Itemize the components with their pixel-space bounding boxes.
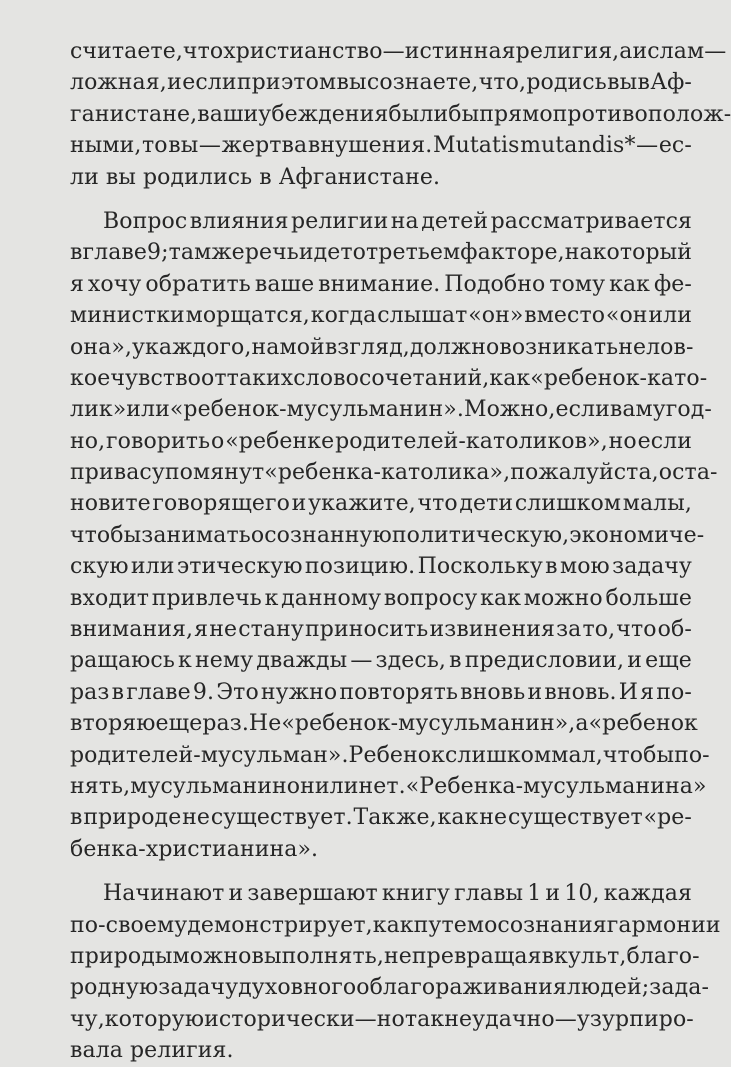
text-line [70, 67, 692, 98]
text-line [70, 36, 727, 67]
word: чтобы [70, 522, 142, 548]
word: говорящего [152, 491, 291, 517]
word: Афганистане. [278, 164, 441, 190]
text-line [70, 677, 692, 708]
text-line [70, 708, 698, 739]
word: И [618, 679, 639, 705]
word: 9; [147, 240, 169, 266]
word: или [126, 397, 170, 423]
word: к [178, 648, 192, 674]
word: нелов- [618, 334, 694, 360]
word: данному [281, 585, 382, 611]
word: мал, [551, 742, 603, 768]
paragraph [70, 206, 718, 865]
word: — [704, 39, 727, 64]
word: ли [70, 164, 99, 190]
word: родителей-мусульман». [70, 742, 349, 768]
word: неудачно [444, 1006, 555, 1032]
word: зада- [649, 975, 709, 1001]
word: бы [448, 101, 480, 127]
word: я [194, 617, 209, 643]
word: должно [409, 334, 500, 360]
word: вы [168, 133, 199, 159]
text-line [70, 162, 692, 193]
word: 10, [564, 881, 600, 907]
word: говорить [106, 428, 211, 454]
word: завершают [247, 881, 378, 907]
word: еще [155, 711, 203, 737]
word: которую [104, 1006, 205, 1032]
word: главе [126, 679, 191, 705]
word: об- [657, 617, 692, 643]
word: предисловии, [464, 648, 625, 674]
word: но [608, 428, 637, 454]
word: министки [70, 303, 185, 329]
word: или [648, 303, 692, 329]
word: в [541, 943, 555, 969]
word: как [372, 912, 414, 938]
word: существует [507, 805, 643, 831]
text-line [70, 645, 692, 676]
word: слышат [377, 303, 468, 329]
word: исторически [204, 1006, 355, 1032]
word: ваше [254, 271, 315, 297]
text-line [70, 457, 718, 488]
word: или [130, 554, 175, 580]
word: что [616, 617, 657, 643]
word: как [489, 365, 531, 391]
text-line [70, 771, 707, 802]
word: Ребенок [348, 742, 445, 768]
text-line [70, 740, 710, 771]
word: за [556, 617, 582, 643]
text-line [70, 802, 692, 833]
word: не [383, 943, 412, 969]
word: от [201, 365, 227, 391]
word: природе [83, 805, 182, 831]
word: детей [421, 208, 489, 234]
word: Подобно [444, 271, 546, 297]
word: 1 [527, 881, 542, 907]
word: на [564, 240, 593, 266]
word: на [390, 208, 419, 234]
word: считаете, [70, 39, 183, 64]
word: 9. [192, 679, 215, 705]
text-line [70, 300, 692, 331]
word: тому [549, 271, 606, 297]
word: таких [226, 365, 294, 391]
word: жертва [221, 133, 308, 159]
word: узурпиро- [576, 1006, 694, 1032]
word: взгляд, [324, 334, 410, 360]
word: слишком [514, 491, 622, 517]
word: природы [70, 943, 173, 969]
word: пожалуйста, [510, 460, 659, 486]
word: в [70, 805, 83, 831]
word: превращая [411, 943, 542, 969]
word: Начинают [103, 881, 225, 907]
word: влияния [189, 208, 289, 234]
word: здесь, [375, 648, 446, 674]
word: чу, [70, 1006, 105, 1032]
word: дети [459, 491, 514, 517]
word: благо- [626, 943, 700, 969]
text-line [70, 878, 692, 909]
text-line [70, 130, 692, 161]
word: внимание. [318, 271, 441, 297]
body-text [70, 36, 731, 1067]
word: раз [70, 679, 110, 705]
word: родись [526, 70, 607, 96]
text-line [70, 1035, 692, 1066]
text-line [70, 488, 692, 519]
word: Аф- [650, 70, 692, 96]
word: политическую, [391, 522, 570, 548]
text-line [70, 834, 692, 865]
word: в [111, 679, 125, 705]
word: этом [280, 70, 337, 96]
word: слишком [445, 742, 552, 768]
text-line [70, 332, 692, 363]
word: главы [454, 881, 524, 907]
word: людей; [566, 975, 650, 1001]
word: книгу [381, 881, 450, 907]
word: а [575, 711, 589, 737]
word: извинения [429, 617, 555, 643]
word: Так [353, 805, 396, 831]
word: внимания, [70, 617, 194, 643]
word: на [251, 334, 280, 360]
word: и [228, 881, 244, 907]
word: же [211, 240, 245, 266]
word: не [209, 617, 238, 643]
word: я [640, 679, 655, 705]
word: скую [70, 554, 129, 580]
word: — [350, 648, 373, 674]
word: же, [396, 805, 437, 831]
word: истинная [404, 39, 516, 64]
word: как [480, 585, 522, 611]
word: и [167, 70, 182, 96]
word: «ребенок-мусульманин». [169, 397, 464, 423]
word: вновь [460, 679, 526, 705]
word: то [142, 133, 168, 159]
word: каждая [603, 881, 692, 907]
word: можно [172, 943, 252, 969]
word: в [259, 164, 272, 190]
word: она», [70, 334, 132, 360]
word: или [314, 773, 359, 799]
word: по-своему [70, 912, 188, 938]
word: вам [609, 397, 653, 423]
word: культ, [554, 943, 627, 969]
word: угод- [652, 397, 712, 423]
word: фе- [653, 271, 692, 297]
word: новите [70, 491, 151, 517]
word: укажите, [308, 491, 416, 517]
word: ными, [70, 133, 142, 159]
word: и [527, 679, 543, 705]
word: родную [70, 975, 159, 1001]
word: «ре- [643, 805, 692, 831]
word: занимать [141, 522, 251, 548]
word: Это [216, 679, 259, 705]
word: ганистане, [70, 101, 198, 127]
word: обратить [145, 271, 251, 297]
word: нему [195, 648, 254, 674]
word: бенка-христианина». [70, 836, 319, 862]
word: вновь. [544, 679, 617, 705]
word: Поскольку [417, 554, 543, 580]
word: не [479, 805, 508, 831]
word: прямо [479, 101, 553, 127]
word: к [264, 585, 279, 611]
word: кое [70, 365, 111, 391]
word: морщатся, [185, 303, 310, 329]
word: — [198, 133, 222, 159]
word: что [417, 491, 458, 517]
word: в [637, 70, 651, 96]
word: задачу [612, 554, 692, 580]
word: противополож- [552, 101, 731, 127]
text-line [70, 910, 721, 941]
paragraph-gap [70, 865, 692, 878]
word: когда [310, 303, 377, 329]
word: ес- [658, 133, 692, 159]
word: вы [105, 164, 136, 190]
word: гармонии [606, 912, 721, 938]
text-line [70, 583, 692, 614]
word: каждого, [145, 334, 252, 360]
word: как [437, 805, 479, 831]
word: в [70, 240, 83, 266]
word: вопросу [383, 585, 478, 611]
word: осознанную [250, 522, 392, 548]
text-line [70, 394, 712, 425]
word: и [291, 491, 307, 517]
word: привлечь [151, 585, 262, 611]
word: по- [656, 679, 692, 705]
word: речь [244, 240, 299, 266]
word: родителей-католиков», [335, 428, 608, 454]
word: — [636, 133, 659, 159]
word: духовного [238, 975, 357, 1001]
word: раз. [202, 711, 249, 737]
word: дважды [256, 648, 348, 674]
word: — [354, 1006, 377, 1032]
word: факторе, [460, 240, 565, 266]
word: вторяю [70, 711, 156, 737]
word: — [382, 39, 405, 64]
word: нять, [70, 773, 131, 799]
word: можно [523, 585, 603, 611]
word: «Ребенка-мусульманина» [405, 773, 707, 799]
word: оста- [658, 460, 718, 486]
word: рассматривается [490, 208, 692, 234]
word: при [236, 70, 281, 96]
word: о [352, 240, 367, 266]
word: «он [605, 303, 648, 329]
paragraph [70, 878, 721, 1066]
word: вместо [524, 303, 606, 329]
word: в [449, 648, 462, 674]
word: и [545, 881, 561, 907]
word: а [619, 39, 633, 64]
word: мою [559, 554, 610, 580]
paragraph [70, 36, 731, 193]
text-line [70, 206, 692, 237]
word: но, [70, 428, 106, 454]
word: позицию. [304, 554, 416, 580]
word: то, [582, 617, 616, 643]
word: Можно, [463, 397, 556, 423]
word: задачу [158, 975, 239, 1001]
word: «ребенке [225, 428, 335, 454]
word: и [627, 648, 643, 674]
word: возникать [499, 334, 619, 360]
word: если [182, 70, 237, 96]
text-line [70, 426, 692, 457]
word: облагораживания [356, 975, 567, 1001]
word: по- [674, 742, 710, 768]
text-line [70, 941, 700, 972]
word: о [211, 428, 225, 454]
word: Не [248, 711, 282, 737]
word: словосочетаний, [293, 365, 490, 391]
paragraph-gap [70, 193, 692, 206]
word: «ребенок [588, 711, 698, 737]
word: как [609, 271, 651, 297]
word: ваши [197, 101, 259, 127]
word: вала [70, 1038, 123, 1064]
word: мой [279, 334, 325, 360]
word: mutandis* [520, 133, 636, 159]
word: убеждения [258, 101, 389, 127]
word: ращаюсь [70, 648, 175, 674]
text-line [70, 520, 705, 551]
word: третьем [366, 240, 461, 266]
word: приносить [305, 617, 429, 643]
word: религия, [515, 39, 620, 64]
word: он [286, 773, 315, 799]
text-line [70, 269, 692, 300]
word: религия. [130, 1038, 234, 1064]
word: ложная, [70, 70, 167, 96]
word: у [131, 334, 146, 360]
word: там [168, 240, 212, 266]
word: путем [413, 912, 485, 938]
word: демонстрирует, [187, 912, 373, 938]
word: христианство [223, 39, 383, 64]
word: нужно [260, 679, 338, 705]
word: «ребенок-мусульманин», [281, 711, 576, 737]
word: который [592, 240, 693, 266]
text-line [70, 551, 692, 582]
word: малы, [622, 491, 692, 517]
word: хочу [87, 271, 142, 297]
word: ислам [632, 39, 705, 64]
word: родились [142, 164, 253, 190]
word: вас [113, 460, 152, 486]
text-line [70, 1004, 692, 1035]
text-line [70, 363, 708, 394]
word: Mutatis [432, 133, 520, 159]
word: повторять [339, 679, 459, 705]
word: внушения. [307, 133, 433, 159]
word: главе [82, 240, 148, 266]
word: в [545, 554, 558, 580]
word: Вопрос [103, 208, 188, 234]
word: я [70, 271, 84, 297]
word: вы [336, 70, 367, 96]
word: выполнять, [251, 943, 384, 969]
word: «ребенка-католика», [264, 460, 511, 486]
word: «ребенок-като- [530, 365, 708, 391]
word: вы [607, 70, 638, 96]
word: больше [605, 585, 692, 611]
word: но [376, 1006, 405, 1032]
word: существует. [210, 805, 353, 831]
text-line [70, 614, 692, 645]
word: чтобы [602, 742, 675, 768]
word: — [554, 1006, 577, 1032]
word: если [555, 397, 610, 423]
word: стану [238, 617, 304, 643]
word: при [70, 460, 114, 486]
word: нет. [358, 773, 406, 799]
word: не [182, 805, 211, 831]
word: что [182, 39, 224, 64]
word: идет [298, 240, 353, 266]
word: если [637, 428, 692, 454]
word: этическую [176, 554, 303, 580]
word: входит [70, 585, 150, 611]
text-line [70, 972, 709, 1003]
word: «он» [468, 303, 524, 329]
word: упомянут [151, 460, 265, 486]
word: сознаете, [366, 70, 479, 96]
word: еще [645, 648, 692, 674]
word: были [388, 101, 449, 127]
word: что, [478, 70, 527, 96]
text-line [70, 99, 731, 130]
word: лик» [70, 397, 127, 423]
word: экономиче- [569, 522, 705, 548]
text-line [70, 237, 692, 268]
word: мусульманин [130, 773, 287, 799]
word: так [404, 1006, 445, 1032]
word: религии [291, 208, 389, 234]
word: осознания [484, 912, 607, 938]
word: чувство [110, 365, 202, 391]
